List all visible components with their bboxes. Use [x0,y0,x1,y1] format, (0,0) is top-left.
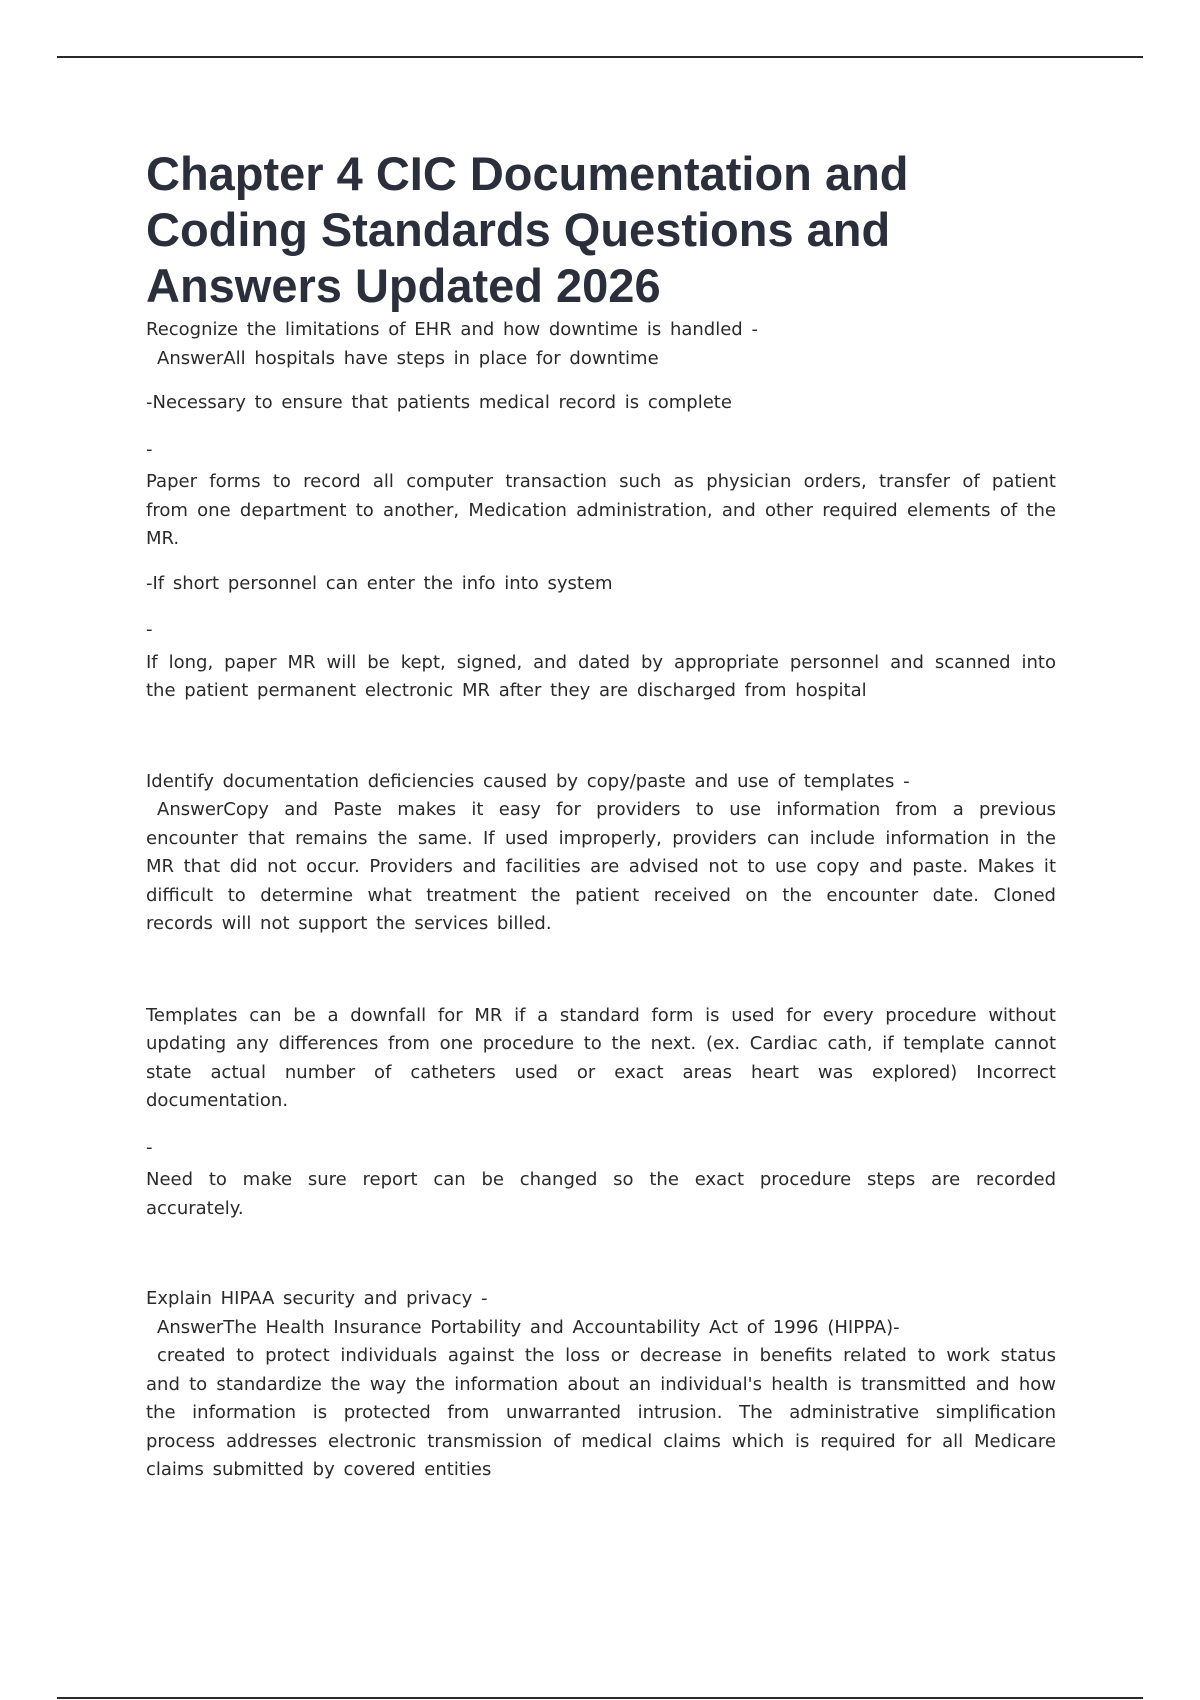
answer-item: -Necessary to ensure that patients medical record is complete [146,392,732,413]
answer-text: AnswerAll hospitals have steps in place for downtime [157,347,659,369]
footer-rule [57,1697,1143,1699]
qa-section-copy-paste [146,768,1056,1224]
qa-section-hipaa [146,1285,1056,1485]
answer-item: Templates can be a downfall for MR if a standard form is used for every procedure without updating any differences from one procedure to the next. (ex. Cardiac cath, if template cannot state actual number of catheters used or exact areas heart was explored) Incorrect documentation. [146,1004,1056,1111]
answer-item: Paper forms to record all computer transaction such as physician orders, transfer of patient from one department to another, Medication administration, and other required elements of the MR. [146,471,1056,549]
answer-item: -If short personnel can enter the info into system [146,572,613,594]
answer-text: AnswerCopy and Paste makes it easy for providers to use information from a previous encounter that remains the same. If used improperly, providers can include information in the MR that did not occur. Providers and facilities are advised not to use copy and paste. Makes it difficult to determine what treatment the patient received on the encounter date. Cloned records will not support the services billed. [146,799,1056,934]
header-rule [57,56,1143,58]
document-title: Chapter 4 CIC Documentation and Coding Standards Questions and Answers Updated 2026 [146,147,909,312]
document-body [146,146,1056,1485]
answer-dash: - [146,438,153,460]
qa-section-ehr-downtime [146,316,1056,706]
question-text: Explain HIPAA security and privacy - [146,1288,488,1309]
answer-dash: - [146,1136,153,1158]
answer-item: If long, paper MR will be kept, signed, and dated by appropriate personnel and scanned into the patient permanent electronic MR after they are discharged from hospital [146,651,1056,701]
answer-dash: - [146,619,153,640]
answer-item: Need to make sure report can be changed so the exact procedure steps are recorded accurately. [146,1169,1056,1219]
answer-text: created to protect individuals against the loss or decrease in benefits related to work status and to standardize the way the information about an individual's health is transmitted and how the information is protected from unwarranted intrusion. The administrative simplification process addresses electronic transmission of medical claims which is required for all Medicare claims submitted by covered entities [146,1345,1056,1480]
question-text: Identify documentation deficiencies caused by copy/paste and use of templates - [146,770,910,792]
question-text: Recognize the limitations of EHR and how downtime is handled - [146,319,758,340]
answer-text: AnswerThe Health Insurance Portability and Accountability Act of 1996 (HIPPA)- [157,1316,900,1338]
